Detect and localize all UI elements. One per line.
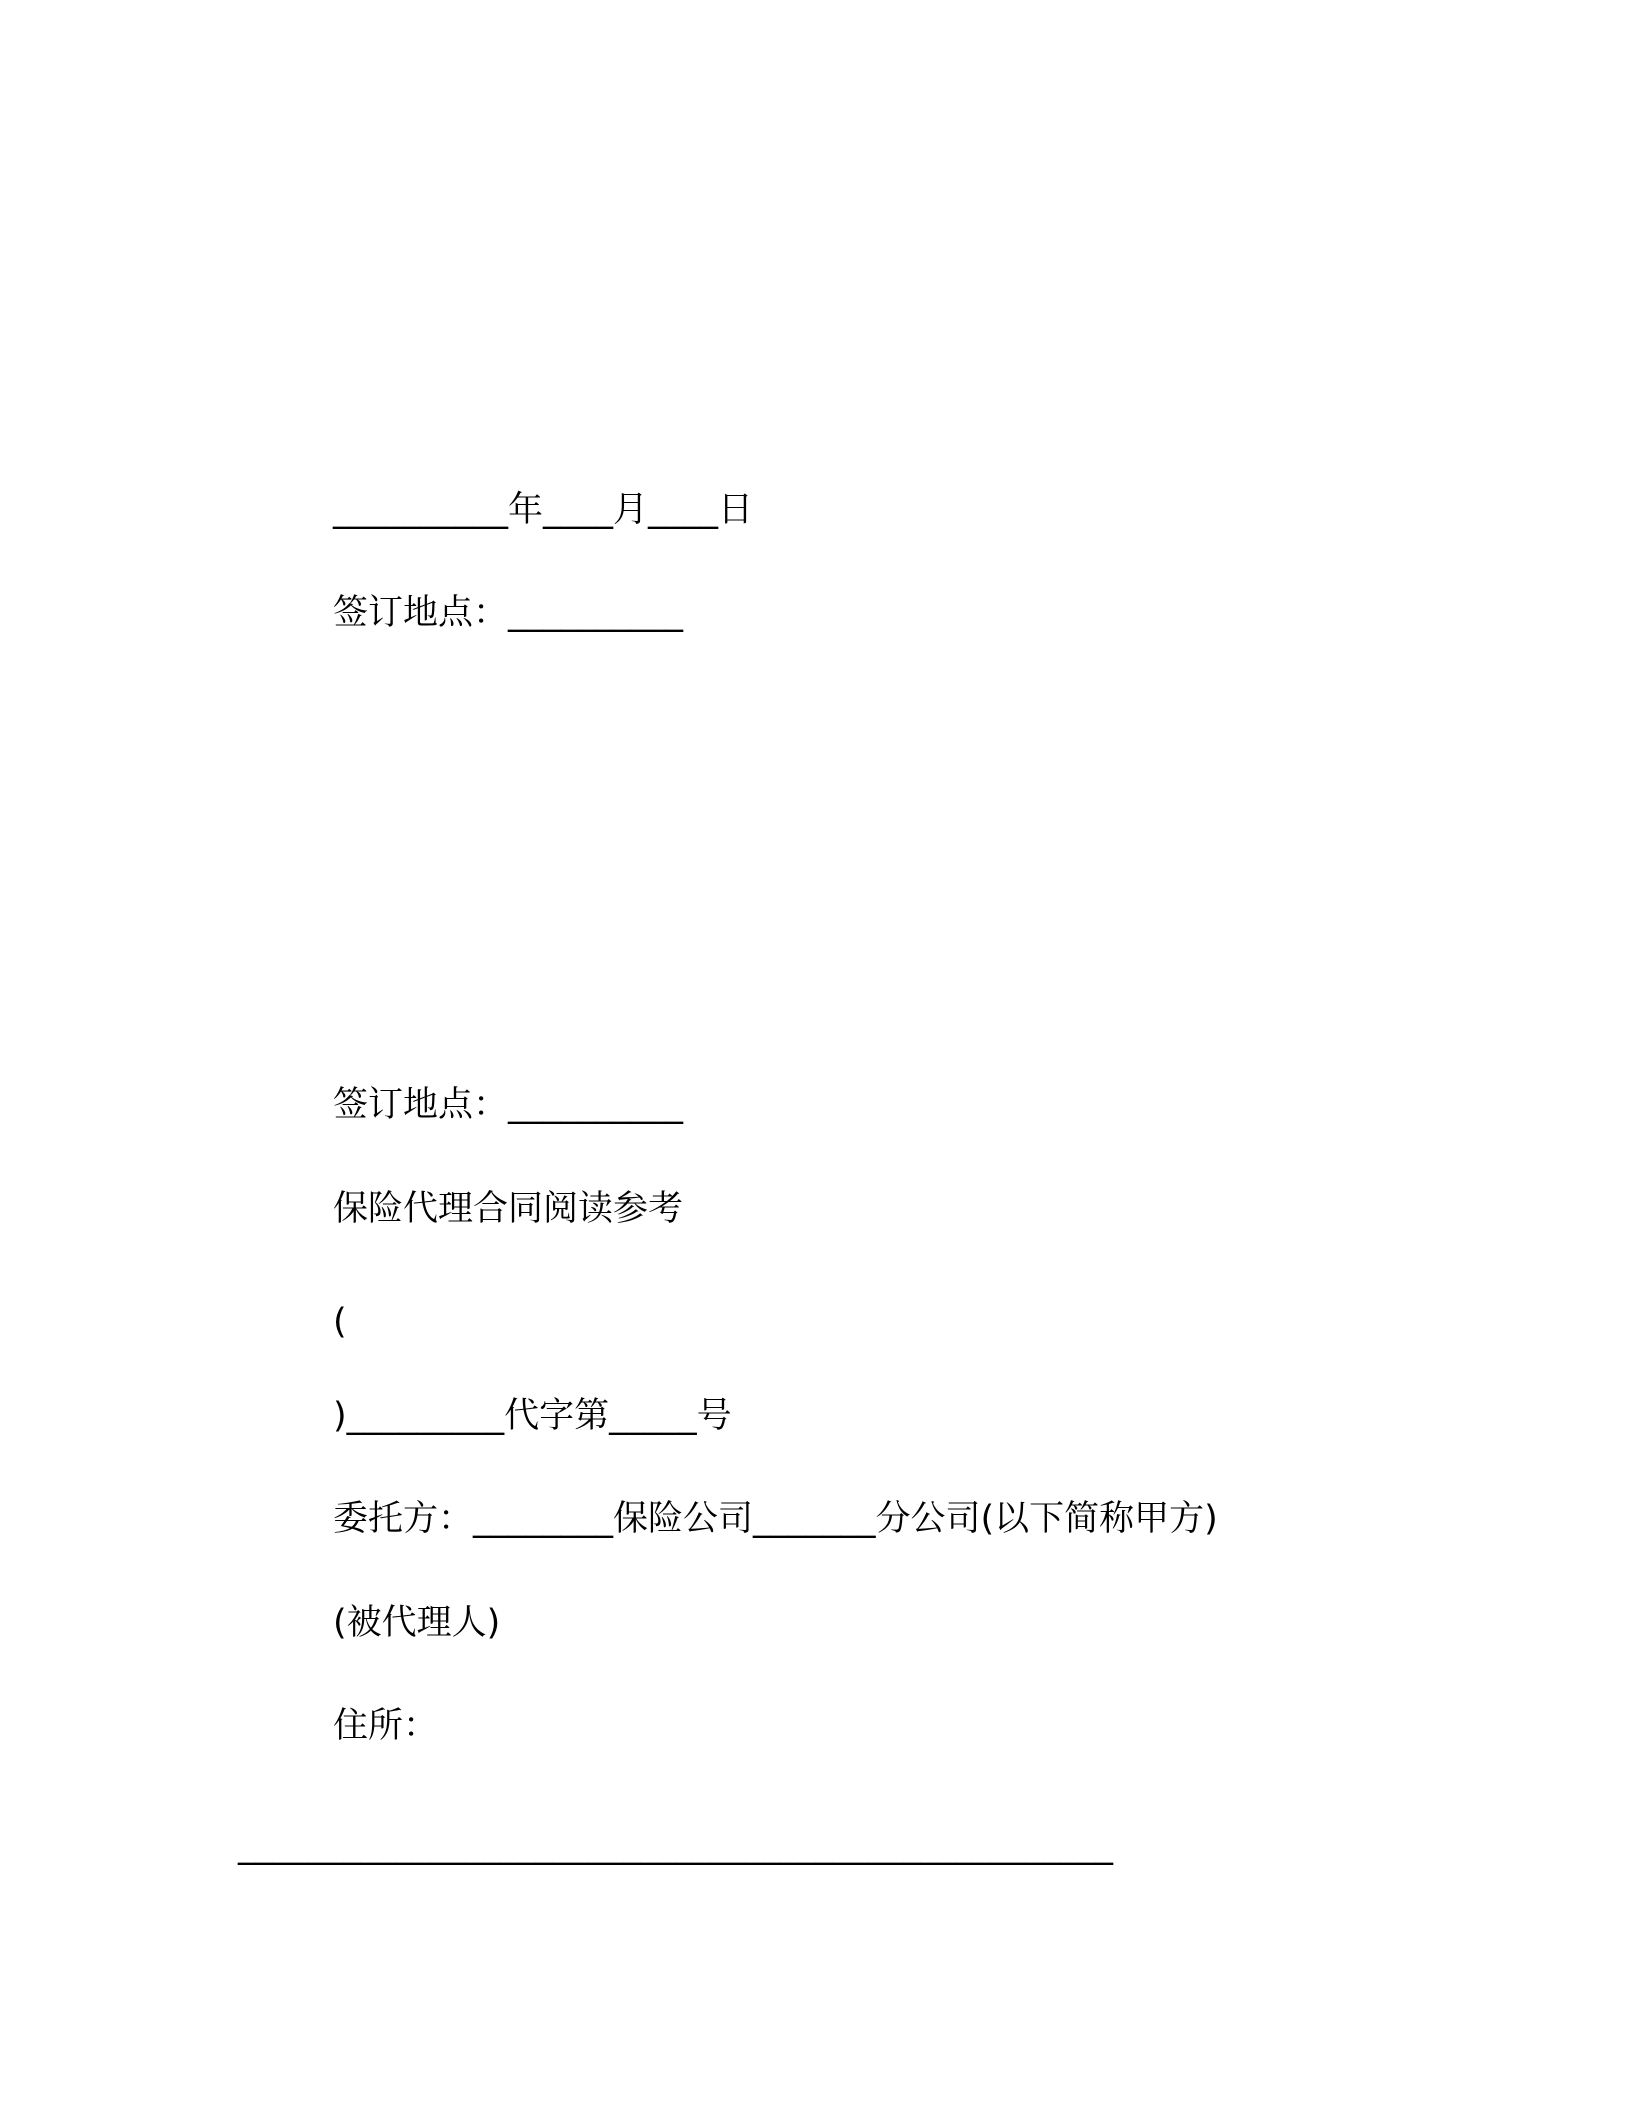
- signing-place-line-repeat: 签订地点：__________: [333, 1085, 684, 1125]
- principal-line: 委托方：________保险公司_______分公司(以下简称甲方): [333, 1499, 1218, 1539]
- address-blank-line: __________________________________________________: [238, 1826, 1113, 1866]
- document-title: 保险代理合同阅读参考: [333, 1189, 684, 1229]
- address-label: 住所：: [333, 1706, 439, 1746]
- date-line: __________年____月____日: [333, 490, 754, 530]
- principal-role: (被代理人): [333, 1603, 501, 1643]
- contract-number-line: )_________代字第_____号: [333, 1396, 732, 1436]
- signing-place-line: 签订地点：__________: [333, 593, 684, 633]
- number-open-paren: (: [333, 1302, 347, 1342]
